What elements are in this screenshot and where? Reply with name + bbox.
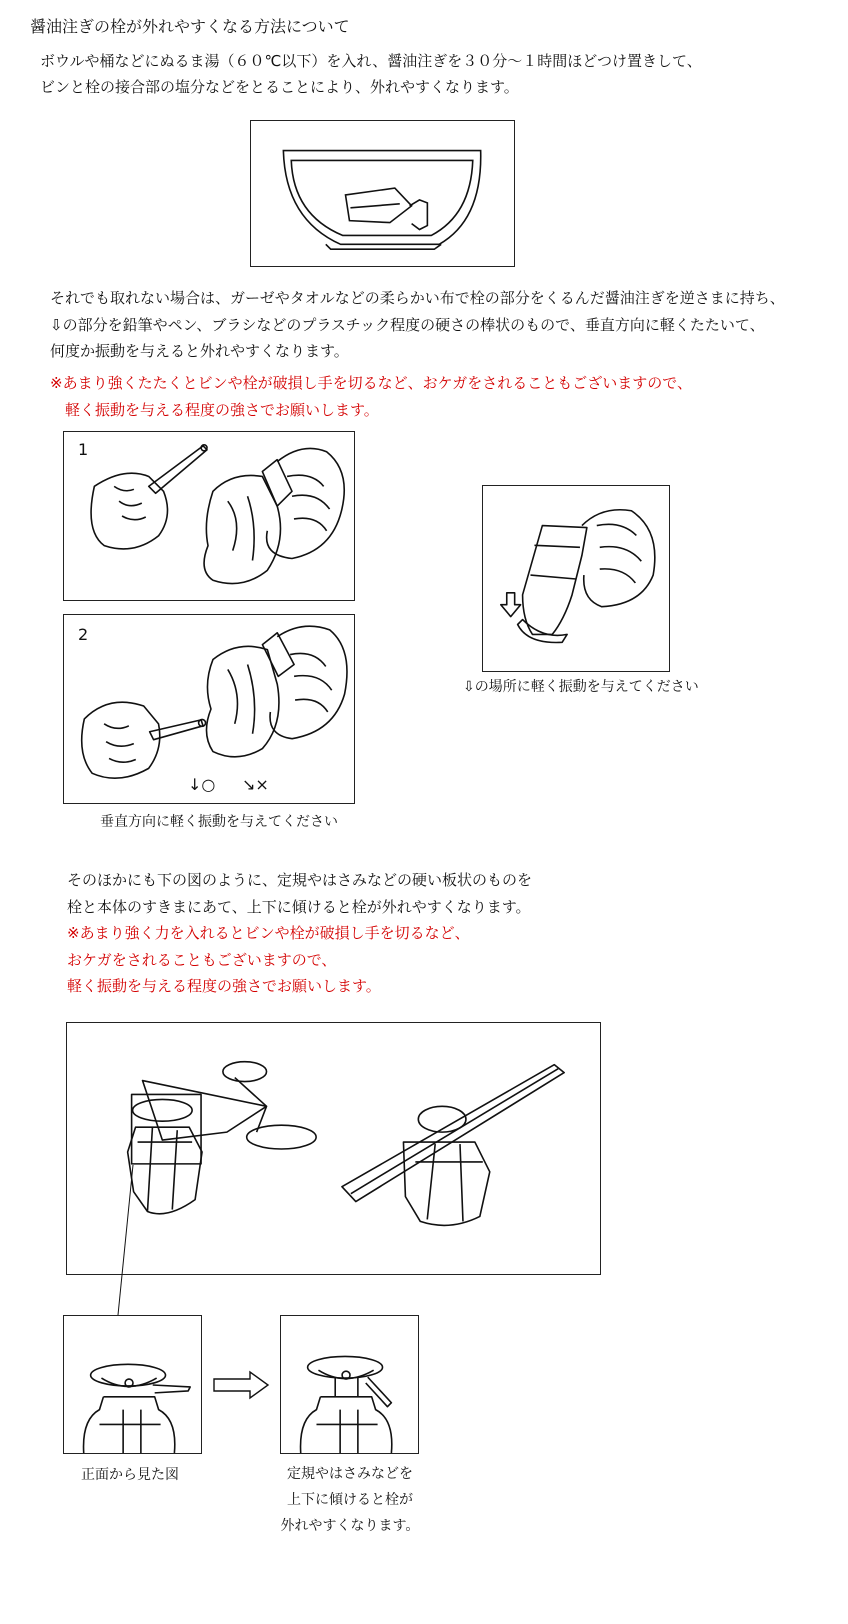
warning2-line-2: おケガをされることもございますので、 xyxy=(67,951,337,969)
result-caption-line-3: 外れやすくなります。 xyxy=(280,1518,420,1534)
result-view-figure xyxy=(280,1315,419,1454)
correct-direction-mark: ↓○ xyxy=(188,775,216,794)
bottle-front-illustration xyxy=(281,1316,418,1453)
warning-line-1: ※あまり強くたたくとビンや栓が破損し手を切るなど、おケガをされることもございますので、 xyxy=(50,374,692,392)
result-caption-line-2: 上下に傾けると栓が xyxy=(287,1492,413,1508)
step-1-number: 1 xyxy=(78,440,89,459)
front-view-caption: 正面から見た図 xyxy=(81,1467,179,1483)
instruction-line-1: それでも取れない場合は、ガーゼやタオルなどの柔らかい布で栓の部分をくるんだ醤油注ぎを逆さまに持ち、 xyxy=(50,289,785,307)
arrow-right-icon xyxy=(212,1370,272,1400)
page-title: 醤油注ぎの栓が外れやすくなる方法について xyxy=(30,17,350,36)
alternative-line-2: 栓と本体のすきまにあて、上下に傾けると栓が外れやすくなります。 xyxy=(67,898,531,916)
intro-line-2: ビンと栓の接合部の塩分などをとることにより、外れやすくなります。 xyxy=(40,78,519,96)
tap-location-caption: ⇩の場所に軽く振動を与えてください xyxy=(463,679,699,695)
alternative-line-1: そのほかにも下の図のように、定規やはさみなどの硬い板状のものを xyxy=(67,871,533,889)
intro-line-1: ボウルや桶などにぬるま湯（６０℃以下）を入れ、醤油注ぎを３０分～１時間ほどつけ置きして、 xyxy=(40,52,702,70)
vertical-tap-caption: 垂直方向に軽く振動を与えてください xyxy=(100,814,338,830)
instruction-line-2: ⇩の部分を鉛筆やペン、ブラシなどのプラスチック程度の硬さの棒状のもので、垂直方向に軽くたたいて、 xyxy=(50,316,765,334)
wrong-direction-mark: ↘× xyxy=(242,775,269,794)
step-2-number: 2 xyxy=(78,625,89,644)
instruction-line-3: 何度か振動を与えると外れやすくなります。 xyxy=(50,342,349,360)
front-view-figure xyxy=(63,1315,202,1454)
bottle-front-illustration xyxy=(64,1316,201,1453)
result-caption-line-1: 定規やはさみなどを xyxy=(287,1466,413,1482)
warning2-line-3: 軽く振動を与える程度の強さでお願いします。 xyxy=(67,977,381,995)
warning-line-2: 軽く振動を与える程度の強さでお願いします。 xyxy=(65,401,379,419)
warning2-line-1: ※あまり強く力を入れるとビンや栓が破損し手を切るなど、 xyxy=(67,924,470,942)
